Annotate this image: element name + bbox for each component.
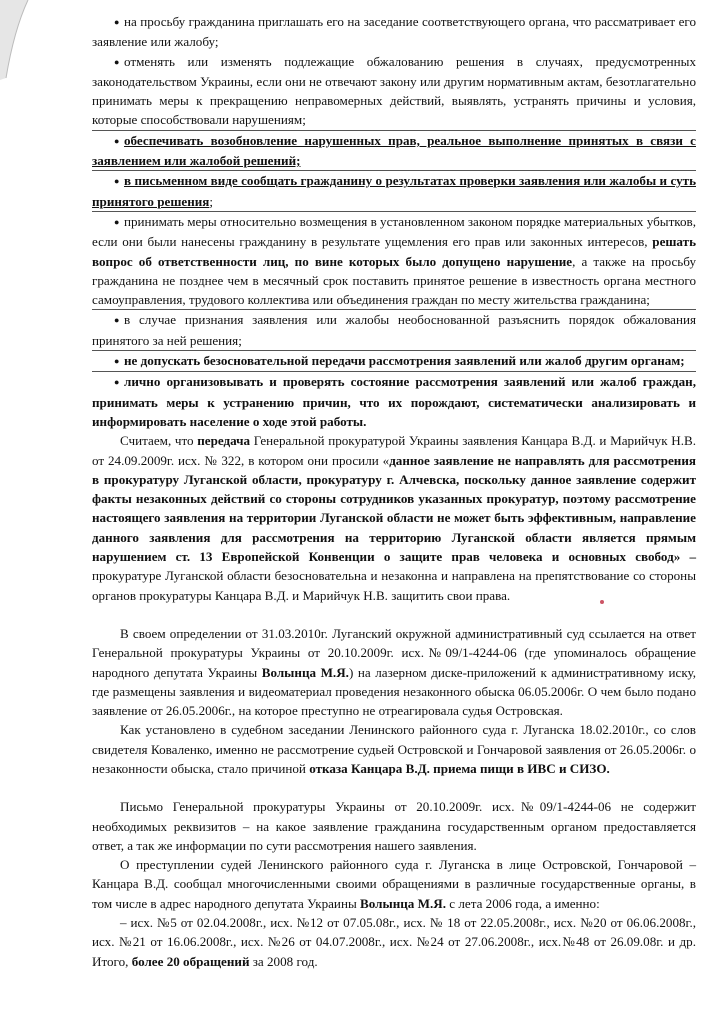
- paragraph: Как установлено в судебном заседании Ленинского районного суда г. Луганска 18.02.2010г., со слов свидетеля Коваленко, именно не рассмотрение судьей Островской и Гончаровой заявления от 26.05.2006г. о незаконности обыска, стало причиной отказа Канцара В.Д. приема пищи в ИВС и СИЗО.: [92, 722, 696, 776]
- list-item: ● обеспечивать возобновление нарушенных прав, реальное выполнение принятых в связи с заявлением или жалобой решений;: [92, 131, 696, 172]
- paragraph: Письмо Генеральной прокуратуры Украины от 20.10.2009г. исх.№09/1-4244-06 не содержит необходимых реквизитов – на какое заявление гражданина государственным органом предоставляется ответ, а так же информации по сути рассмотрения нашего заявления.: [92, 799, 696, 853]
- bullet-icon: ●: [114, 176, 120, 187]
- bullet-icon: ●: [114, 216, 120, 227]
- bullet-icon: ●: [114, 17, 120, 27]
- list-item: ● в случае признания заявления или жалобы необоснованной разъяснить порядок обжалования принятого за ней решения;: [92, 310, 696, 351]
- paragraph: – исх. №5 от 02.04.2008г., исх. №12 от 07.05.08г., исх. № 18 от 22.05.2008г., исх. №20 от 06.06.2008г., исх. №21 от 16.06.2008г., исх. №26 от 04.07.2008г., исх. №24 от 27.06.2008г., исх.№48 от 26.09.08г. и др. Итого, более 20 обращений за 2008 год.: [92, 915, 696, 969]
- list-item: ● отменять или изменять подлежащие обжалованию решения в случаях, предусмотренных законодательством Украины, если они не отвечают закону или другим нормативным актам, безотлагательно принимать меры к прекращению неправомерных действий, выявлять, устранять причины и условия, которые способствовали нарушениям;: [92, 52, 696, 131]
- scan-corner-mark: [0, 0, 60, 80]
- paragraph: В своем определении от 31.03.2010г. Луганский окружной административный суд ссылается на ответ Генеральной прокуратуры Украины от 20.10.2009г. исх.№09/1-4244-06 (где упоминалось обращение народного депутата Украины Волынца М.Я.) на лазерном диске-приложений к административному иску, где размещены заявления и видеоматериал проведения незаконного обыска 06.05.2006г. О чем было подано заявление от 26.05.2006г., на которое преступно не отреагировала судья Островская.: [92, 625, 697, 719]
- list-item: ● на просьбу гражданина приглашать его на заседание соответствующего органа, что рассматривает его заявление или жалобу;: [92, 14, 696, 50]
- bullet-icon: ●: [114, 356, 120, 367]
- list-item: ● принимать меры относительно возмещения в установленном законом порядке материальных убытков, если они были нанесены гражданину в результате ущемления его прав или законных интересов, решать вопрос об ответственности лиц, по вине которых было допущено нарушение, а также на просьбу гражданина не позднее чем в месячный срок поставить принятое решение в известность органа местного самоуправления, трудового коллектива или объединения граждан по месту жительства гражданина;: [92, 212, 696, 310]
- bullet-icon: ●: [114, 135, 120, 146]
- bullet-icon: ●: [114, 377, 120, 388]
- list-item: ● не допускать безосновательной передачи рассмотрения заявлений или жалоб другим органам;: [92, 351, 696, 372]
- bullet-icon: ●: [114, 315, 120, 326]
- ink-speck: [600, 600, 604, 604]
- document-page: [92, 12, 696, 971]
- paragraph: О преступлении судей Ленинского районного суда г. Луганска в лице Островской, Гончаровой – Канцара В.Д. сообщал многочисленными своими обращениями в различные государственные органы, в том числе в адрес народного депутата Украины Волынца М.Я. с лета 2006 года, а именно:: [92, 857, 696, 911]
- list-item: ● лично организовывать и проверять состояние рассмотрения заявлений или жалоб граждан, принимать меры к устранению причин, что их порождают, систематически анализировать и информировать население о ходе этой работы.: [92, 374, 696, 429]
- bullet-icon: ●: [114, 56, 120, 67]
- paragraph: Считаем, что передача Генеральной прокуратурой Украины заявления Канцара В.Д. и Марийчук Н.В. от 24.09.2009г. исх. № 322, в котором они просили «данное заявление не направлять для рассмотрения в прокуратуру Луганской области, прокуратуру г. Алчевска, поскольку данное заявление содержит факты незаконных действий со стороны сотрудников указанных прокуратур, поэтому рассмотрение настоящего заявления на территории Луганской области не может быть эффективным, направление данного заявления для рассмотрения на территорию Луганской области является прямым нарушением ст. 13 Европейской Конвенции о защите прав человека и основных свобод» – прокуратуре Луганской области безосновательна и незаконна и направлена на препятствование со стороны органов прокуратуры Канцара В.Д. и Марийчук Н.В. защитить свои права.: [92, 433, 696, 603]
- list-item: ● в письменном виде сообщать гражданину о результатах проверки заявления или жалобы и суть принятого решения;: [92, 171, 696, 212]
